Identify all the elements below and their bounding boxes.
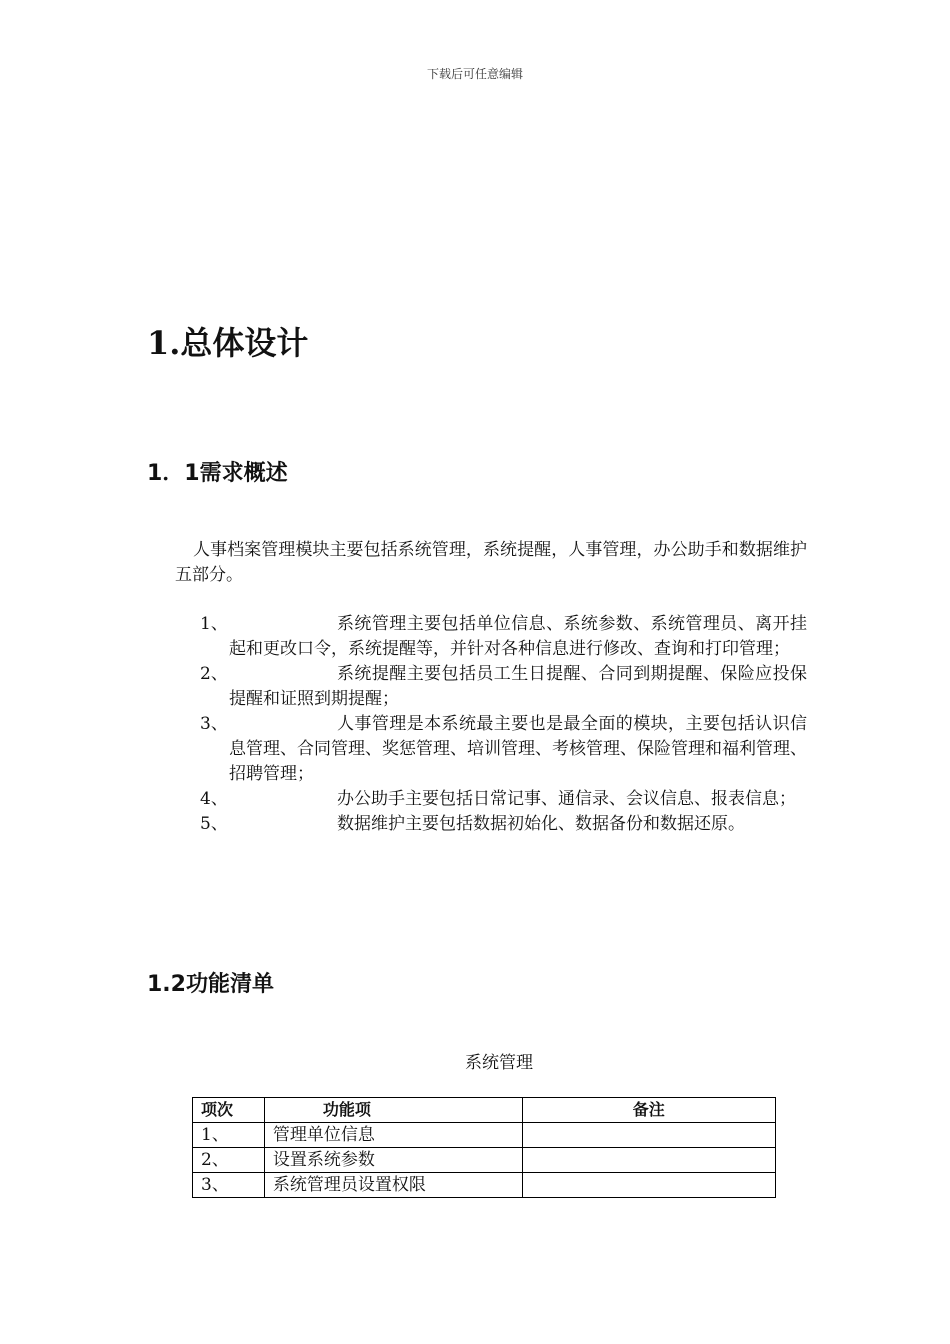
table-row — [193, 1148, 776, 1173]
list-item — [200, 712, 807, 787]
list-item-number: 1、 — [200, 614, 228, 634]
function-table — [192, 1097, 776, 1198]
list-item-number: 4、 — [200, 789, 228, 809]
intro-paragraph: 人事档案管理模块主要包括系统管理，系统提醒，人事管理，办公助手和数据维护五部分。 — [175, 540, 807, 585]
list-item-text: 办公助手主要包括日常记事、通信录、会议信息、报表信息； — [337, 789, 796, 809]
column-header-remark: 备注 — [522, 1098, 775, 1123]
page-header-note: 下载后可任意编辑 — [426, 67, 523, 81]
document-title: 1.总体设计 — [147, 324, 309, 362]
cell-index: 3、 — [193, 1173, 265, 1198]
list-item-text: 系统管理主要包括单位信息、系统参数、系统管理员、离开挂起和更改口令，系统提醒等，并针对各种信息进行修改、查询和打印管理； — [229, 614, 807, 659]
list-item-number: 5、 — [200, 814, 228, 834]
list-item-text: 人事管理是本系统最主要也是最全面的模块，主要包括认识信息管理、合同管理、奖惩管理、培训管理、考核管理、保险管理和福利管理、招聘管理； — [229, 714, 807, 784]
module-list — [200, 612, 807, 837]
list-item — [200, 812, 807, 837]
list-item-number: 2、 — [200, 664, 228, 684]
list-item-text: 系统提醒主要包括员工生日提醒、合同到期提醒、保险应投保提醒和证照到期提醒； — [229, 664, 807, 709]
list-item-text: 数据维护主要包括数据初始化、数据备份和数据还原。 — [337, 814, 745, 834]
list-item — [200, 612, 807, 662]
table-row — [193, 1123, 776, 1148]
cell-index: 1、 — [193, 1123, 265, 1148]
section-heading-function-list: 1.2功能清单 — [147, 972, 274, 997]
list-item — [200, 787, 807, 812]
cell-function: 设置系统参数 — [264, 1148, 522, 1173]
section-heading-requirements: 1．1需求概述 — [147, 461, 288, 486]
column-header-index: 项次 — [193, 1098, 265, 1123]
cell-function: 系统管理员设置权限 — [264, 1173, 522, 1198]
list-item-number: 3、 — [200, 714, 228, 734]
column-header-function: 功能项 — [264, 1098, 522, 1123]
cell-remark — [522, 1148, 775, 1173]
cell-function: 管理单位信息 — [264, 1123, 522, 1148]
table-caption: 系统管理 — [465, 1053, 533, 1073]
list-item — [200, 662, 807, 712]
cell-remark — [522, 1173, 775, 1198]
table-row — [193, 1173, 776, 1198]
table-header-row — [193, 1098, 776, 1123]
cell-remark — [522, 1123, 775, 1148]
cell-index: 2、 — [193, 1148, 265, 1173]
